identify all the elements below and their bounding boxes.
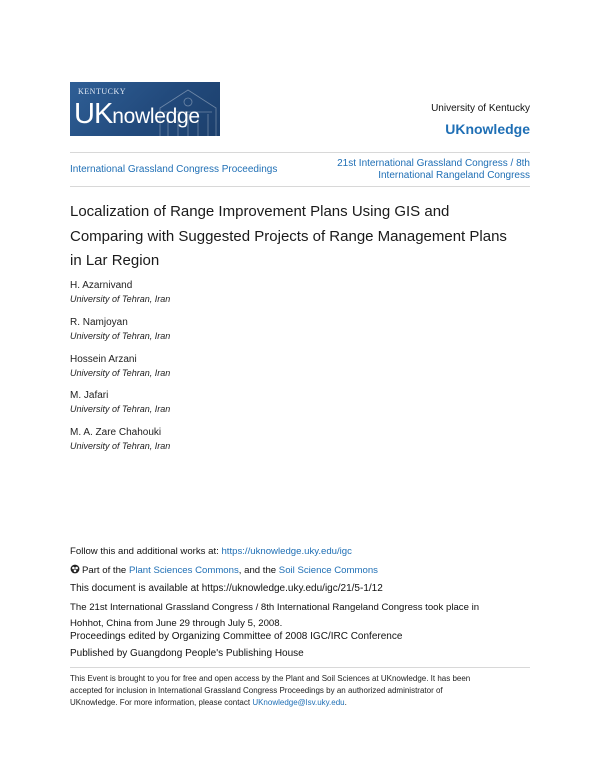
commons-middle: , and the <box>238 565 279 576</box>
follow-works-text: Follow this and additional works at: <box>70 546 222 557</box>
congress-link-line1: 21st International Grassland Congress / 8th <box>337 158 530 169</box>
footer-divider <box>70 667 530 668</box>
footer-line2: accepted for inclusion in International Grassland Congress Proceedings by an authorized administrator of <box>70 686 443 695</box>
congress-link[interactable] <box>337 158 530 182</box>
logo-nowledge: nowledge <box>112 105 200 128</box>
header-divider <box>70 152 530 153</box>
author-name: M. A. Zare Chahouki <box>70 427 162 438</box>
author-affiliation: University of Tehran, Iran <box>70 331 171 341</box>
commons-prefix: Part of the <box>82 565 129 576</box>
soil-science-commons-link[interactable]: Soil Science Commons <box>278 565 378 576</box>
footer-line3-prefix: UKnowledge. For more information, please contact <box>70 698 253 707</box>
repository-name[interactable]: UKnowledge <box>445 121 530 137</box>
published-by-text: Published by Guangdong People's Publishing House <box>70 648 304 659</box>
plant-sciences-commons-link[interactable]: Plant Sciences Commons <box>128 565 239 576</box>
author-affiliation: University of Tehran, Iran <box>70 368 171 378</box>
congress-link-line2: International Rangeland Congress <box>378 170 530 181</box>
congress-info-line1: The 21st International Grassland Congress / 8th International Rangeland Congress took place in <box>70 602 480 613</box>
edited-by-text: Proceedings edited by Organizing Committee of 2008 IGC/IRC Conference <box>70 631 403 642</box>
author-name: M. Jafari <box>70 390 109 401</box>
follow-works-link[interactable]: https://uknowledge.uky.edu/igc <box>221 546 352 557</box>
footer-notice <box>70 673 532 709</box>
logo-kentucky-text: KENTUCKY <box>78 87 126 96</box>
contact-email-link[interactable]: UKnowledge@lsv.uky.edu <box>252 698 345 707</box>
follow-works-line <box>70 546 352 557</box>
title-line-1: Localization of Range Improvement Plans Using GIS and <box>70 203 450 220</box>
author-name: H. Azarnivand <box>70 280 133 291</box>
proceedings-link[interactable]: International Grassland Congress Proceedings <box>70 164 278 175</box>
logo-brand <box>74 98 200 131</box>
paper-title <box>70 200 540 274</box>
footer-line3 <box>70 697 532 709</box>
commons-line <box>70 564 378 576</box>
availability-text: This document is available at https://uknowledge.uky.edu/igc/21/5-1/12 <box>70 583 383 594</box>
footer-line3-suffix: . <box>344 698 347 707</box>
proceedings-divider <box>70 186 530 187</box>
congress-info-line2: Hohhot, China from June 29 through July 5, 2008. <box>70 618 283 629</box>
author-affiliation: University of Tehran, Iran <box>70 404 171 414</box>
title-line-3: in Lar Region <box>70 252 160 269</box>
author-name: Hossein Arzani <box>70 354 137 365</box>
title-line-2: Comparing with Suggested Projects of Range Management Plans <box>70 227 507 245</box>
congress-info <box>70 600 540 632</box>
author-affiliation: University of Tehran, Iran <box>70 294 171 304</box>
uknowledge-logo[interactable] <box>70 82 220 136</box>
author-affiliation: University of Tehran, Iran <box>70 441 171 451</box>
logo-uk: UK <box>74 98 113 130</box>
footer-line1: This Event is brought to you for free and open access by the Plant and Soil Sciences at UKnowledge. It has been <box>70 674 471 683</box>
university-name: University of Kentucky <box>431 103 530 114</box>
commons-network-icon <box>70 564 80 574</box>
author-name: R. Namjoyan <box>70 317 128 328</box>
